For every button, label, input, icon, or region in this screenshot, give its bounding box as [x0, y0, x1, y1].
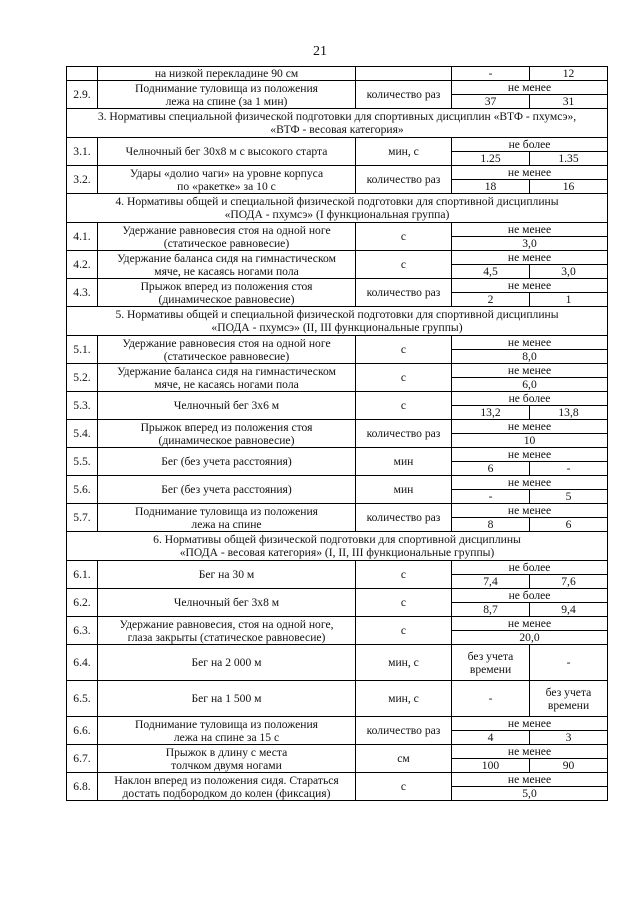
value-1: 7,4	[452, 575, 530, 589]
table-row	[67, 589, 608, 603]
cell-text-line: 4. Нормативы общей и специальной физической подготовки для спортивной дисциплины	[115, 195, 559, 208]
condition: не менее	[452, 81, 608, 95]
table-row	[67, 166, 608, 180]
row-number: 5.1.	[67, 336, 98, 364]
exercise-description	[98, 138, 356, 166]
cell-text-line: 3. Нормативы специальной физической подготовки для спортивных дисциплин «ВТФ - пхумсэ»,	[97, 110, 577, 123]
condition: не менее	[452, 717, 608, 731]
cell-text-line: Прыжок в длину с места	[165, 745, 288, 759]
table-row	[67, 336, 608, 350]
cell-text-line: -	[488, 692, 493, 705]
exercise-description	[98, 251, 356, 279]
value-2: -	[530, 462, 608, 476]
table-row	[67, 392, 608, 406]
row-number: 6.2.	[67, 589, 98, 617]
condition: не более	[452, 589, 608, 603]
row-number: 3.1.	[67, 138, 98, 166]
cell-text-line: Бег (без учета расстояния)	[161, 455, 292, 468]
table-row	[67, 717, 608, 731]
unit: количество раз	[356, 420, 452, 448]
exercise-description	[98, 223, 356, 251]
section-title	[67, 109, 608, 138]
exercise-description	[98, 336, 356, 364]
row-number: 5.4.	[67, 420, 98, 448]
unit: количество раз	[356, 504, 452, 532]
cell-text-line: Челночный бег 3х8 м	[173, 596, 280, 609]
cell-text-line: времени	[547, 698, 590, 712]
row-number: 6.6.	[67, 717, 98, 745]
value-2	[530, 681, 608, 717]
cell-text-line: Поднимание туловища из положения	[134, 504, 318, 518]
cell-text-line: глаза закрыты (статическое равновесие)	[127, 630, 326, 644]
unit: количество раз	[356, 81, 452, 109]
section-title	[67, 307, 608, 336]
unit: с	[356, 336, 452, 364]
unit: мин, с	[356, 681, 452, 717]
cell-text-line: Бег (без учета расстояния)	[161, 483, 292, 496]
unit: с	[356, 773, 452, 801]
table-row	[67, 681, 608, 717]
section-header-row	[67, 109, 608, 138]
row-number: 5.6.	[67, 476, 98, 504]
exercise-description	[98, 420, 356, 448]
table-row	[67, 223, 608, 237]
condition: не менее	[452, 617, 608, 631]
value-1	[452, 645, 530, 681]
exercise-description	[98, 279, 356, 307]
value-2	[530, 645, 608, 681]
value-1: 8	[452, 518, 530, 532]
condition: не менее	[452, 504, 608, 518]
unit: количество раз	[356, 279, 452, 307]
cell-text-line: Удержание равновесия, стоя на одной ноге,	[119, 617, 334, 631]
cell-text-line: (динамическое равновесие)	[158, 433, 295, 447]
condition: не менее	[452, 420, 608, 434]
condition: не менее	[452, 166, 608, 180]
exercise-description	[98, 364, 356, 392]
unit: с	[356, 617, 452, 645]
value-2: 3	[530, 731, 608, 745]
exercise-description	[98, 81, 356, 109]
row-number: 5.5.	[67, 448, 98, 476]
section-header-row	[67, 194, 608, 223]
standards-table-body	[67, 67, 608, 801]
exercise-description	[98, 504, 356, 532]
unit: мин	[356, 476, 452, 504]
cell-text-line: Челночный бег 3х6 м	[173, 399, 280, 412]
condition: не менее	[452, 364, 608, 378]
table-row	[67, 504, 608, 518]
row-number: 2.9.	[67, 81, 98, 109]
table-row	[67, 364, 608, 378]
row-number: 5.3.	[67, 392, 98, 420]
cell-text-line: (динамическое равновесие)	[158, 292, 295, 306]
table-row	[67, 745, 608, 759]
cell-text-line: Челночный бег 30х8 м с высокого старта	[125, 145, 328, 158]
value-2: 1	[530, 293, 608, 307]
value: 6,0	[452, 378, 608, 392]
cell-text-line: мяче, не касаясь ногами пола	[154, 264, 299, 278]
condition: не менее	[452, 448, 608, 462]
cell-text-line: Наклон вперед из положения сидя. Стараться	[114, 773, 339, 787]
section-title	[67, 194, 608, 223]
value-2: 6	[530, 518, 608, 532]
exercise-description	[98, 681, 356, 717]
condition: не более	[452, 138, 608, 152]
unit: с	[356, 223, 452, 251]
condition: не менее	[452, 336, 608, 350]
table-row	[67, 81, 608, 95]
row-number: 6.5.	[67, 681, 98, 717]
row-number: 3.2.	[67, 166, 98, 194]
table-row	[67, 448, 608, 462]
value-1: 2	[452, 293, 530, 307]
cell-text-line: -	[566, 656, 571, 669]
unit: с	[356, 364, 452, 392]
cell-text-line: (статическое равновесие)	[163, 349, 290, 363]
cell-text-line: Удержание равновесия стоя на одной ноге	[122, 336, 331, 350]
row-number: 5.2.	[67, 364, 98, 392]
cell-text-line: Удержание баланса сидя на гимнастическом	[117, 364, 336, 378]
section-header-row	[67, 532, 608, 561]
cell-text-line: мяче, не касаясь ногами пола	[154, 377, 299, 391]
row-number: 4.1.	[67, 223, 98, 251]
cell-text-line: Удержание равновесия стоя на одной ноге	[122, 223, 331, 237]
value: 5,0	[452, 787, 608, 801]
value-2: 1.35	[530, 152, 608, 166]
cell-text-line: Удержание баланса сидя на гимнастическом	[117, 251, 336, 265]
exercise-description	[98, 476, 356, 504]
table-row	[67, 420, 608, 434]
value-1: 100	[452, 759, 530, 773]
cell-text-line: Поднимание туловища из положения	[134, 81, 318, 95]
exercise-description	[98, 392, 356, 420]
condition: не более	[452, 561, 608, 575]
cell-text-line: 6. Нормативы общей физической подготовки для спортивной дисциплины	[153, 533, 521, 546]
row-number: 6.4.	[67, 645, 98, 681]
unit: см	[356, 745, 452, 773]
row-number: 6.1.	[67, 561, 98, 589]
standards-table	[66, 66, 608, 801]
cell-text-line: Удары «долио чаги» на уровне корпуса	[129, 166, 324, 180]
row-number: 4.2.	[67, 251, 98, 279]
value-2: 3,0	[530, 265, 608, 279]
exercise-description	[98, 617, 356, 645]
value-1: 6	[452, 462, 530, 476]
value-2: 90	[530, 759, 608, 773]
cell-text-line: «ПОДА - пхумсэ» (I функциональная группа)	[224, 208, 450, 221]
unit: мин, с	[356, 138, 452, 166]
value-2: 5	[530, 490, 608, 504]
cell-text-line: без учета	[467, 649, 514, 663]
value-2: 13,8	[530, 406, 608, 420]
value-2: 16	[530, 180, 608, 194]
value-1: 8,7	[452, 603, 530, 617]
unit: с	[356, 561, 452, 589]
unit: мин, с	[356, 645, 452, 681]
exercise-description	[98, 773, 356, 801]
unit: с	[356, 251, 452, 279]
row-number: 6.8.	[67, 773, 98, 801]
cell-text-line: времени	[469, 662, 512, 676]
value-1: 37	[452, 95, 530, 109]
exercise-description	[98, 561, 356, 589]
unit: мин	[356, 448, 452, 476]
value: 3,0	[452, 237, 608, 251]
condition: не менее	[452, 279, 608, 293]
row-number: 4.3.	[67, 279, 98, 307]
condition: не более	[452, 392, 608, 406]
cell-text-line: (статическое равновесие)	[163, 236, 290, 250]
cell-text-line: Бег на 1 500 м	[191, 692, 262, 705]
exercise-description	[98, 448, 356, 476]
value-2: 7,6	[530, 575, 608, 589]
cell-text-line: по «ракетке» за 10 с	[177, 179, 276, 193]
value: 10	[452, 434, 608, 448]
cell-text-line: толчком двумя ногами	[171, 758, 282, 772]
page-number: 21	[313, 44, 327, 59]
row-number: 6.7.	[67, 745, 98, 773]
cell-text-line: лежа на спине (за 1 мин)	[165, 94, 288, 108]
cell-text-line: 5. Нормативы общей и специальной физической подготовки для спортивной дисциплины	[115, 308, 559, 321]
table-row	[67, 251, 608, 265]
table-row	[67, 138, 608, 152]
condition: не менее	[452, 223, 608, 237]
value-2: 31	[530, 95, 608, 109]
cell-text-line: Прыжок вперед из положения стоя	[140, 420, 313, 434]
unit	[356, 67, 452, 81]
table-row	[67, 279, 608, 293]
section-header-row	[67, 307, 608, 336]
table-row	[67, 476, 608, 490]
value-1: 4,5	[452, 265, 530, 279]
exercise-description	[98, 589, 356, 617]
value-1: 18	[452, 180, 530, 194]
exercise-description	[98, 166, 356, 194]
value: 8,0	[452, 350, 608, 364]
table-row	[67, 617, 608, 631]
row-number: 6.3.	[67, 617, 98, 645]
value: 20,0	[452, 631, 608, 645]
value-1: -	[452, 490, 530, 504]
cell-text-line: «ПОДА - пхумсэ» (II, III функциональные группы)	[211, 321, 463, 334]
unit: с	[356, 589, 452, 617]
value-1: -	[452, 67, 530, 81]
unit: с	[356, 392, 452, 420]
cell-text-line: лежа на спине за 15 с	[173, 730, 280, 744]
unit: количество раз	[356, 717, 452, 745]
cell-text-line: Поднимание туловища из положения	[134, 717, 318, 731]
row-number: 5.7.	[67, 504, 98, 532]
condition: не менее	[452, 773, 608, 787]
value-1: 1.25	[452, 152, 530, 166]
condition: не менее	[452, 745, 608, 759]
section-title	[67, 532, 608, 561]
table-row	[67, 645, 608, 681]
table-row	[67, 67, 608, 81]
table-row	[67, 561, 608, 575]
value-2: 9,4	[530, 603, 608, 617]
table-row	[67, 773, 608, 787]
cell-text-line: Бег на 2 000 м	[191, 656, 262, 669]
exercise-description	[98, 745, 356, 773]
unit: количество раз	[356, 166, 452, 194]
exercise-description	[98, 645, 356, 681]
cell-text-line: Бег на 30 м	[198, 568, 255, 581]
value-1	[452, 681, 530, 717]
condition: не менее	[452, 251, 608, 265]
cell-text-line: Прыжок вперед из положения стоя	[140, 279, 313, 293]
exercise-description: на низкой перекладине 90 см	[98, 67, 356, 81]
cell-text-line: достать подбородком до колен (фиксация)	[122, 786, 331, 800]
cell-text-line: «ВТФ - весовая категория»	[270, 123, 404, 136]
row-number	[67, 67, 98, 81]
value-2: 12	[530, 67, 608, 81]
value-1: 13,2	[452, 406, 530, 420]
cell-text-line: без учета	[545, 685, 592, 699]
value-1: 4	[452, 731, 530, 745]
cell-text-line: лежа на спине	[191, 517, 262, 531]
cell-text-line: «ПОДА - весовая категория» (I, II, III функциональные группы)	[179, 546, 495, 559]
condition: не менее	[452, 476, 608, 490]
exercise-description	[98, 717, 356, 745]
